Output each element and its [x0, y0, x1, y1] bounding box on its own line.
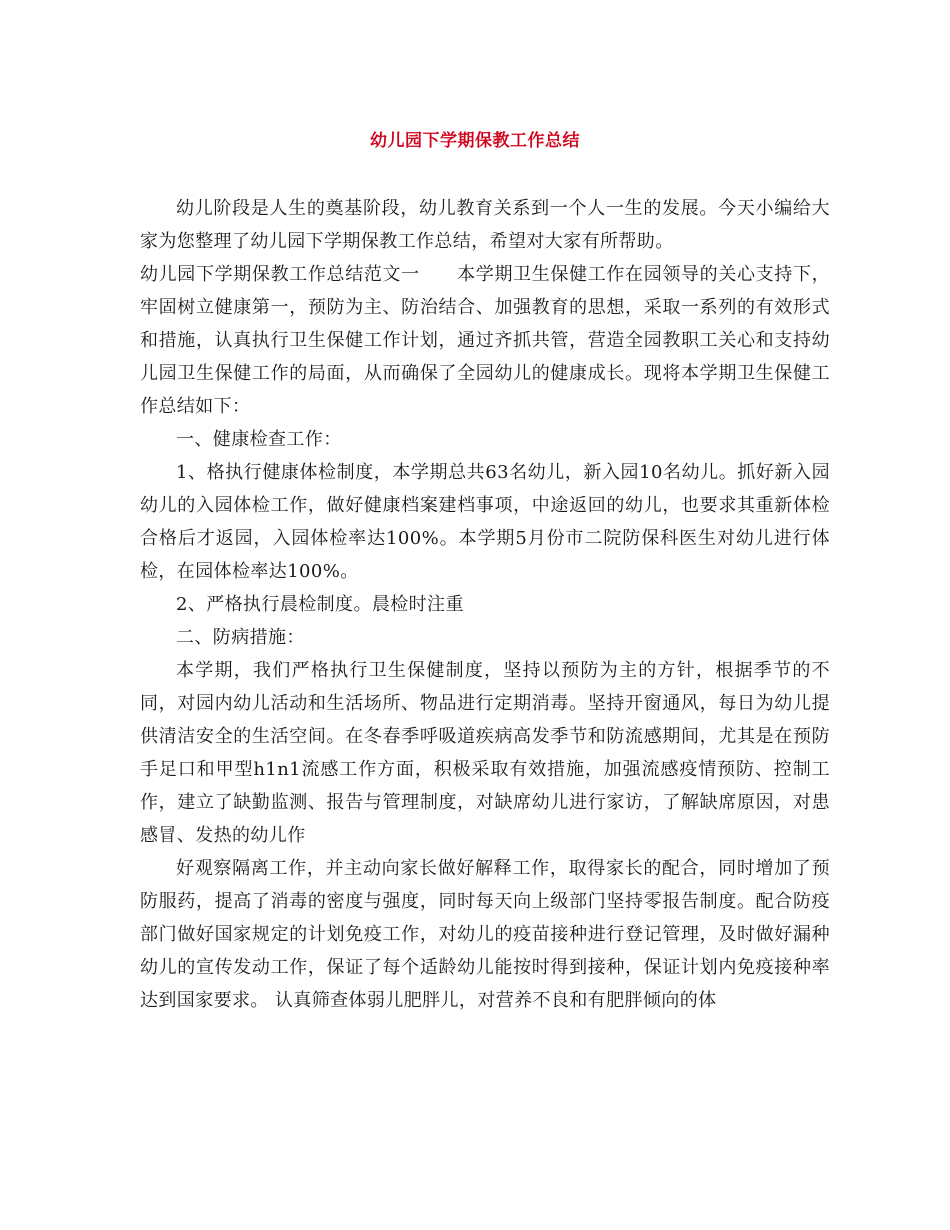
paragraph-disease-prevention: 本学期，我们严格执行卫生保健制度，坚持以预防为主的方针，根据季节的不同，对园内幼儿活动和生活场所、物品进行定期消毒。坚持开窗通风，每日为幼儿提供清洁安全的生活空间。在冬春季呼吸道疾病高发季节和防流感期间，尤其是在预防手足口和甲型h1n1流感工作方面，积极采取有效措施，加强流感疫情预防、控制工作，建立了缺勤监测、报告与管理制度，对缺席幼儿进行家访，了解缺席原因，对患感冒、发热的幼儿作 [140, 660, 830, 846]
paragraph-sample-one: 幼儿园下学期保教工作总结范文一 本学期卫生保健工作在园领导的关心支持下，牢固树立健康第一，预防为主、防治结合、加强教育的思想，采取一系列的有效形式和措施，认真执行卫生保健工作计划，通过齐抓共管，营造全园教职工关心和支持幼儿园卫生保健工作的局面，从而确保了全园幼儿的健康成长。现将本学期卫生保健工作总结如下： [140, 264, 830, 417]
heading-health-check: 一、健康检查工作： [176, 429, 342, 450]
paragraph-health-check-2: 2、严格执行晨检制度。晨检时注重 [176, 594, 464, 615]
document-title: 幼儿园下学期保教工作总结 [370, 131, 580, 151]
paragraph-observation-isolation: 好观察隔离工作，并主动向家长做好解释工作，取得家长的配合，同时增加了预防服药，提高了消毒的密度与强度，同时每天向上级部门坚持零报告制度。配合防疫部门做好国家规定的计划免疫工作，对幼儿的疫苗接种进行登记管理，及时做好漏种幼儿的宣传发动工作，保证了每个适龄幼儿能按时得到接种，保证计划内免疫接种率达到国家要求。 认真筛查体弱儿肥胖儿，对营养不良和有肥胖倾向的体 [140, 858, 830, 1011]
paragraph-intro: 幼儿阶段是人生的奠基阶段，幼儿教育关系到一个人一生的发展。今天小编给大家为您整理了幼儿园下学期保教工作总结，希望对大家有所帮助。 [140, 198, 830, 252]
document-body [140, 192, 830, 1017]
paragraph-health-check-1: 1、格执行健康体检制度，本学期总共63名幼儿，新入园10名幼儿。抓好新入园幼儿的入园体检工作，做好健康档案建档事项，中途返回的幼儿，也要求其重新体检合格后才返园，入园体检率达100%。本学期5月份市二院防保科医生对幼儿进行体检，在园体检率达100%。 [140, 462, 830, 582]
heading-disease-prevention: 二、防病措施： [176, 627, 305, 648]
